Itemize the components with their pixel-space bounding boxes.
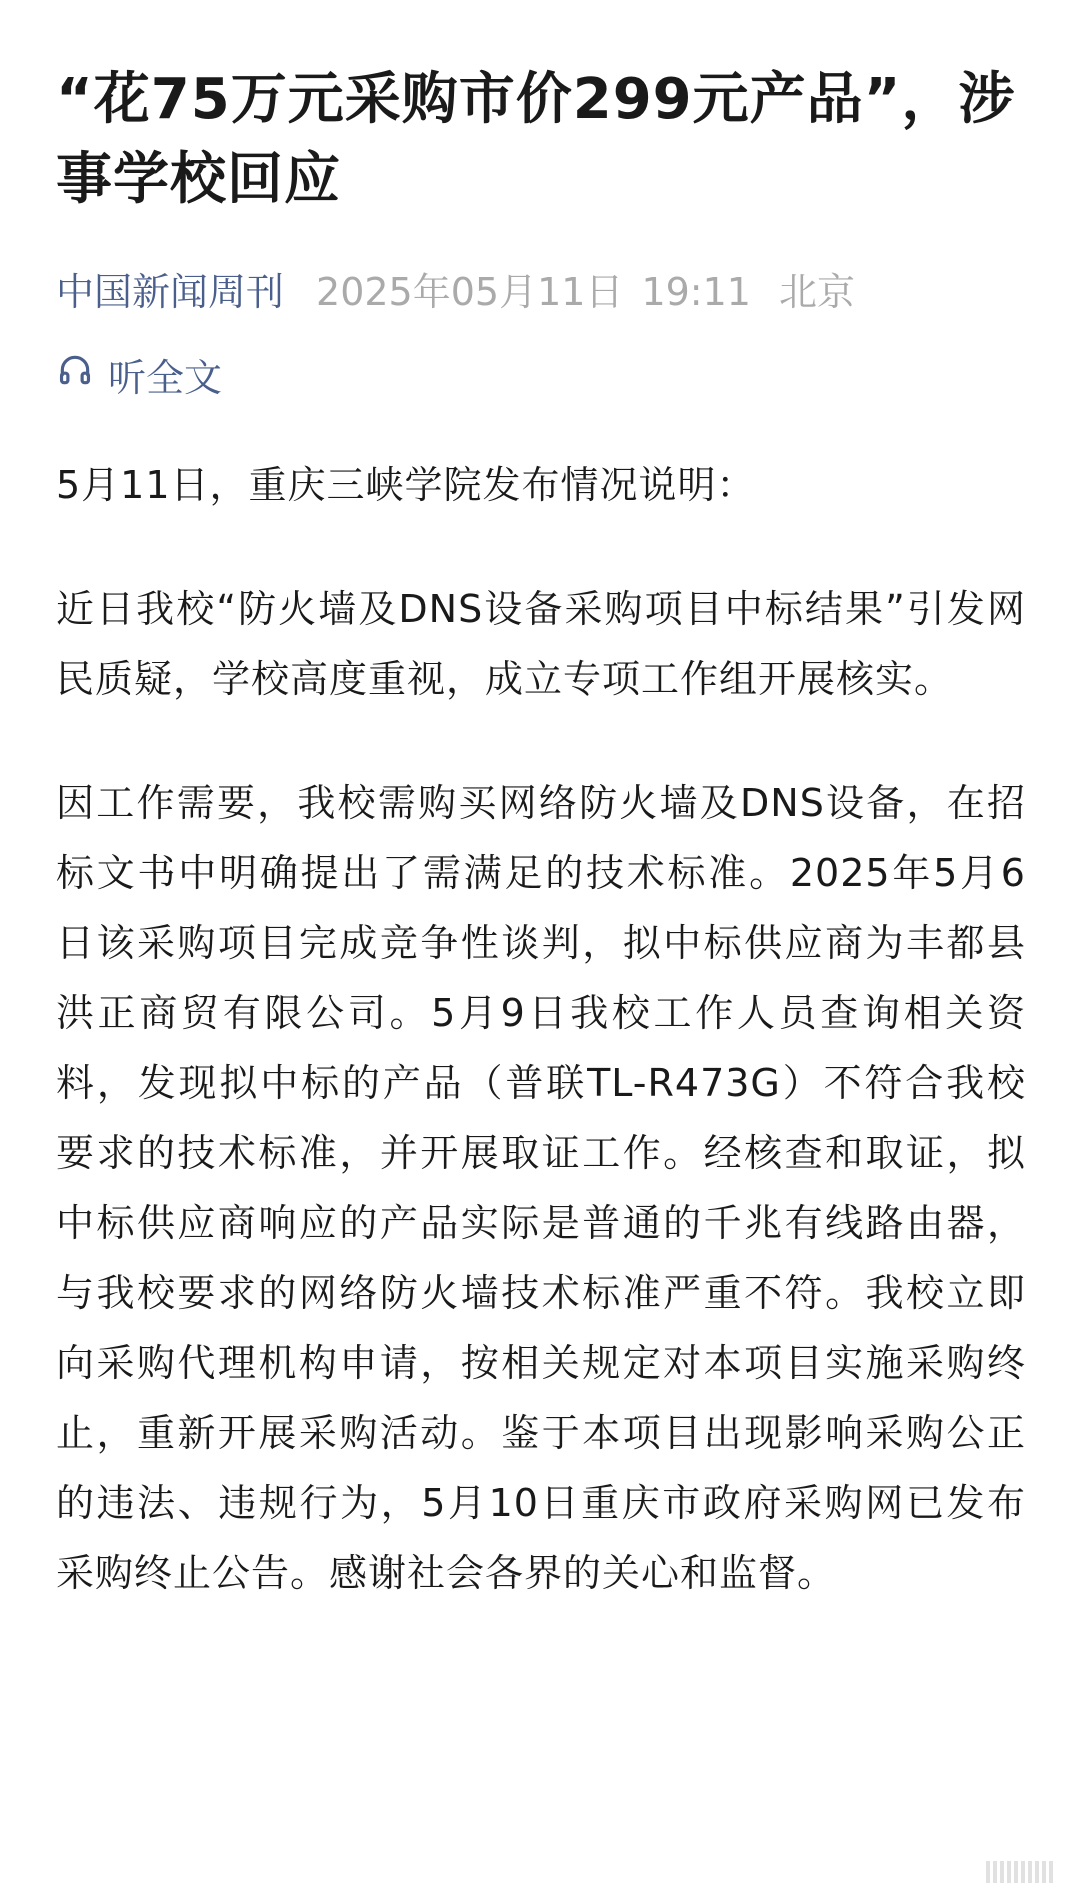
article: [56, 0, 1026, 1662]
source-name[interactable]: 中国新闻周刊: [56, 270, 285, 314]
article-paragraph: 5月11日，重庆三峡学院发布情况说明：: [56, 463, 756, 507]
listen-label: 听全文: [108, 355, 223, 400]
publish-time: 19:11: [641, 270, 751, 314]
article-title: “花75万元采购市价299元产品”，涉事学校回应: [56, 67, 1016, 212]
article-meta: [56, 266, 1026, 318]
article-body: [56, 450, 1026, 1608]
listen-button[interactable]: [56, 346, 1026, 402]
headphones-icon: [56, 351, 108, 398]
publish-location: 北京: [778, 270, 855, 314]
article-paragraph: 因工作需要，我校需购买网络防火墙及DNS设备，在招标文书中明确提出了需满足的技术标准。2025年5月6日该采购项目完成竞争性谈判，拟中标供应商为丰都县洪正商贸有限公司。5月9日我校工作人员查询相关资料，发现拟中标的产品（普联TL-R473G）不符合我校要求的技术标准，并开展取证工作。经核查和取证，拟中标供应商响应的产品实际是普通的千兆有线路由器，与我校要求的网络防火墙技术标准严重不符。我校立即向采购代理机构申请，按相关规定对本项目实施采购终止，重新开展采购活动。鉴于本项目出现影响采购公正的违法、违规行为，5月10日重庆市政府采购网已发布采购终止公告。感谢社会各界的关心和监督。: [56, 781, 1026, 1595]
barcode-watermark: [935, 1855, 1053, 1889]
article-paragraph: 近日我校“防火墙及DNS设备采购项目中标结果”引发网民质疑，学校高度重视，成立专项工作组开展核实。: [56, 587, 1026, 701]
publish-date: 2025年05月11日: [316, 270, 624, 314]
